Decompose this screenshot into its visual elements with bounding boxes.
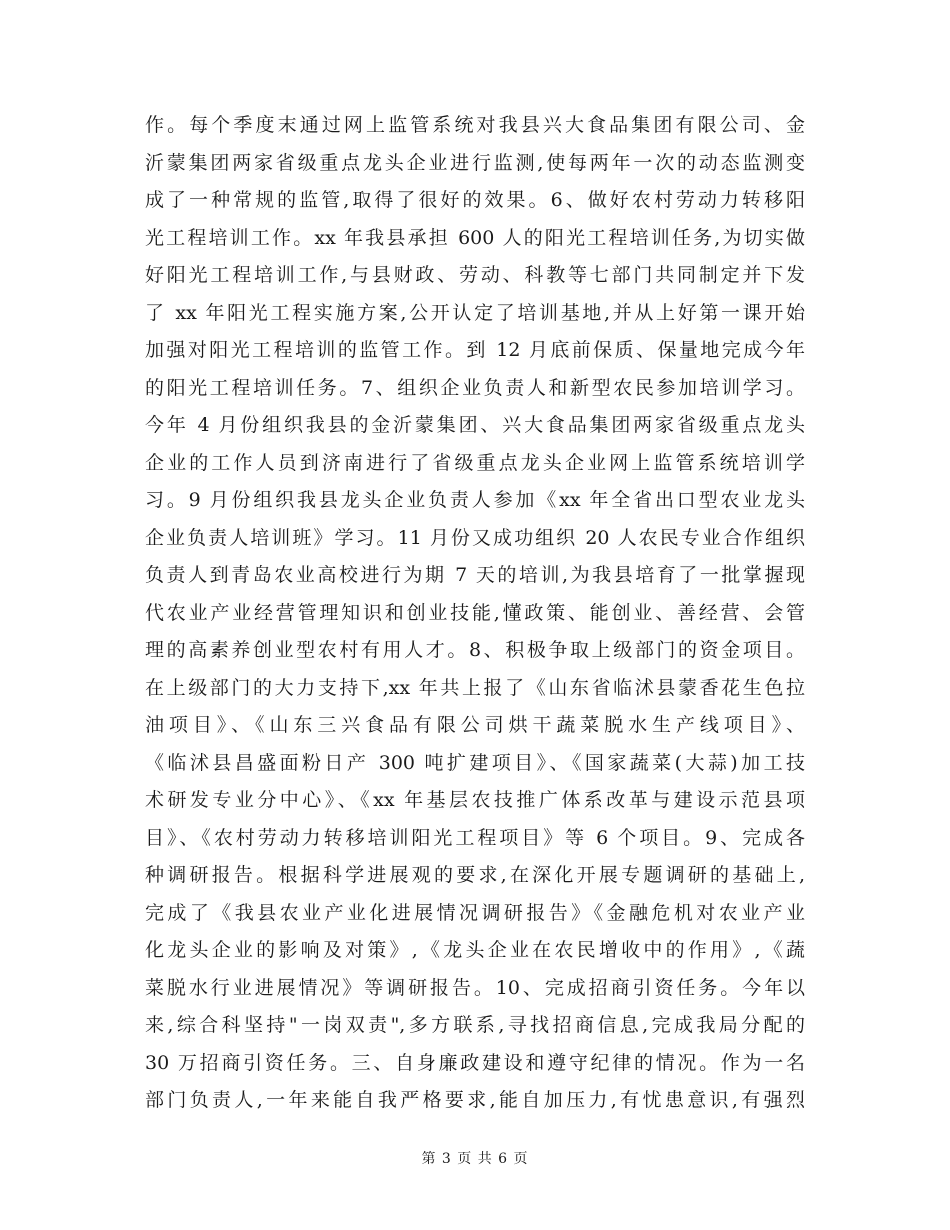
page-number-footer: 第 3 页 共 6 页 [421, 1151, 529, 1167]
text-line: 目》、《农村劳动力转移培训阳光工程项目》等 6 个项目。9、完成各 [145, 826, 805, 849]
text-line: 沂蒙集团两家省级重点龙头企业进行监测,使每两年一次的动态监测变 [145, 151, 805, 174]
text-line: 菜脱水行业进展情况》等调研报告。10、完成招商引资任务。今年以 [145, 976, 805, 999]
text-line: 企业负责人培训班》学习。11 月份又成功组织 20 人农民专业合作组织 [145, 526, 805, 549]
text-line: 30 万招商引资任务。三、自身廉政建设和遵守纪律的情况。作为一名 [145, 1051, 805, 1074]
text-line: 今年 4 月份组织我县的金沂蒙集团、兴大食品集团两家省级重点龙头 [145, 414, 805, 436]
text-line: 化龙头企业的影响及对策》,《龙头企业在农民增收中的作用》,《蔬 [145, 939, 805, 961]
text-line: 负责人到青岛农业高校进行为期 7 天的培训,为我县培育了一批掌握现 [145, 564, 805, 586]
text-line: 代农业产业经营管理知识和创业技能,懂政策、能创业、善经营、会管 [145, 601, 805, 624]
text-line: 部门负责人,一年来能自我严格要求,能自加压力,有忧患意识,有强烈 [145, 1089, 805, 1111]
text-line: 成了一种常规的监管,取得了很好的效果。6、做好农村劳动力转移阳 [145, 189, 805, 211]
text-line: 在上级部门的大力支持下,xx 年共上报了《山东省临沭县蒙香花生色拉 [145, 676, 805, 699]
text-line: 光工程培训工作。xx 年我县承担 600 人的阳光工程培训任务,为切实做 [145, 226, 805, 249]
text-line: 习。9 月份组织我县龙头企业负责人参加《xx 年全省出口型农业龙头 [145, 489, 805, 511]
text-line: 的阳光工程培训任务。7、组织企业负责人和新型农民参加培训学习。 [145, 376, 805, 399]
text-line: 作。每个季度末通过网上监管系统对我县兴大食品集团有限公司、金 [145, 114, 805, 136]
text-line: 油项目》、《山东三兴食品有限公司烘干蔬菜脱水生产线项目》、 [145, 714, 805, 736]
text-line: 完成了《我县农业产业化进展情况调研报告》《金融危机对农业产业 [145, 901, 805, 924]
body-text [145, 107, 805, 1120]
text-line: 《临沭县昌盛面粉日产 300 吨扩建项目》、《国家蔬菜(大蒜)加工技 [145, 751, 805, 774]
text-line: 来,综合科坚持"一岗双责",多方联系,寻找招商信息,完成我局分配的 [145, 1014, 805, 1036]
text-line: 企业的工作人员到济南进行了省级重点龙头企业网上监管系统培训学 [145, 451, 805, 474]
text-line: 好阳光工程培训工作,与县财政、劳动、科教等七部门共同制定并下发 [145, 264, 805, 286]
text-line: 理的高素养创业型农村有用人才。8、积极争取上级部门的资金项目。 [145, 639, 805, 661]
text-line: 了 xx 年阳光工程实施方案,公开认定了培训基地,并从上好第一课开始 [145, 301, 805, 324]
text-line: 加强对阳光工程培训的监管工作。到 12 月底前保质、保量地完成今年 [145, 339, 805, 361]
text-line: 种调研报告。根据科学进展观的要求,在深化开展专题调研的基础上, [145, 864, 805, 886]
text-line: 术研发专业分中心》、《xx 年基层农技推广体系改革与建设示范县项 [145, 789, 805, 811]
